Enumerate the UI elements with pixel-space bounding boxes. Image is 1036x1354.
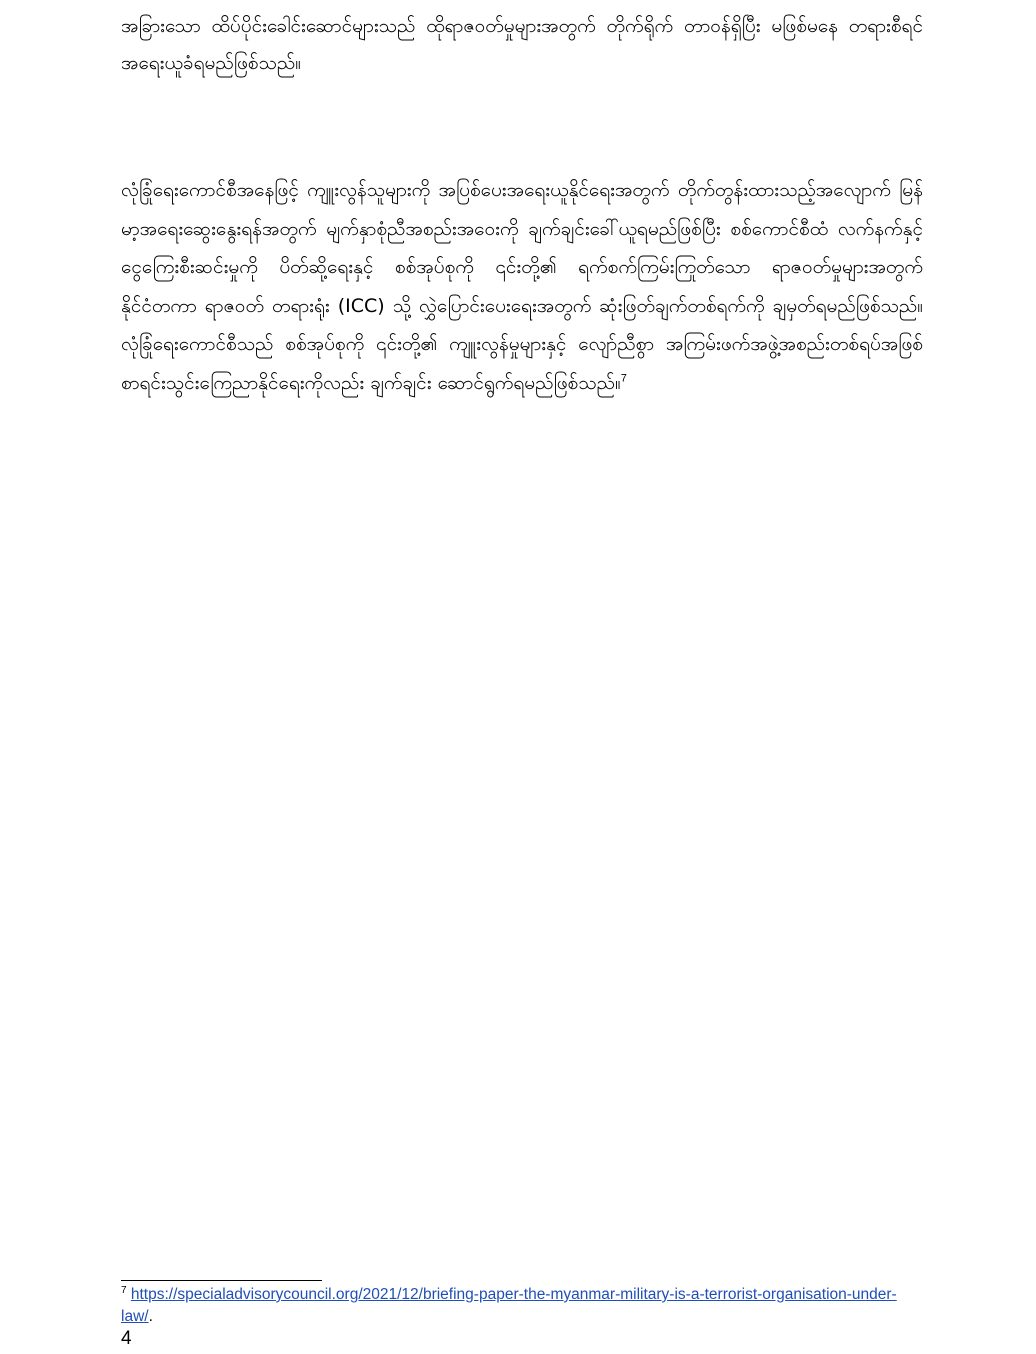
paragraph-1-text: အခြားသော ထိပ်ပိုင်းခေါင်းဆောင်များသည် ထိုရာဇဝတ်မှုများအတွက် တိုက်ရိုက် တာဝန်ရှိပြီး မဖြစ်မနေ တရားစီရင်အရေးယူခံရမည်ဖြစ်သည်။: [121, 15, 923, 74]
footnote-separator: [121, 1280, 322, 1281]
footnote-trailing-period: .: [148, 1308, 153, 1325]
footnote-mark: 7: [121, 1284, 127, 1296]
footnote-link[interactable]: https://specialadvisorycouncil.org/2021/12/briefing-paper-the-myanmar-military-is-a-terrorist-organisation-under-law/: [121, 1286, 897, 1325]
footnote-reference[interactable]: 7: [620, 372, 627, 385]
body-paragraph-2: [121, 171, 923, 402]
footnote: [121, 1284, 923, 1328]
paragraph-2-text: လုံခြုံရေးကောင်စီအနေဖြင့် ကျူးလွန်သူများကို အပြစ်ပေးအရေးယူနိုင်ရေးအတွက် တိုက်တွန်းထားသည့်အလျောက် မြန်မာ့အရေးဆွေးနွေးရန်အတွက် မျက်နှာစုံညီအစည်းအဝေးကို ချက်ချင်းခေါ်ယူရမည်ဖြစ်ပြီး စစ်ကောင်စီထံ လက်နက်နှင့် ငွေကြေးစီးဆင်းမှုကို ပိတ်ဆို့ရေးနှင့် စစ်အုပ်စုကို ၎င်းတို့၏ ရက်စက်ကြမ်းကြုတ်သော ရာဇဝတ်မှုများအတွက် နိုင်ငံတကာ ရာဇဝတ် တရားရုံး (ICC) သို့ လွှဲပြောင်းပေးရေးအတွက် ဆုံးဖြတ်ချက်တစ်ရက်ကို ချမှတ်ရမည်ဖြစ်သည်။ လုံခြုံရေးကောင်စီသည် စစ်အုပ်စုကို ၎င်းတို့၏ ကျူးလွန်မှုများနှင့် လျော်ညီစွာ အကြမ်းဖက်အဖွဲ့အစည်းတစ်ရပ်အဖြစ် စာရင်းသွင်းကြေညာနိုင်ရေးကိုလည်း ချက်ချင်း ဆောင်ရွက်ရမည်ဖြစ်သည်။: [121, 179, 923, 394]
page-number: 4: [121, 1328, 132, 1349]
body-paragraph-1: [121, 8, 923, 81]
